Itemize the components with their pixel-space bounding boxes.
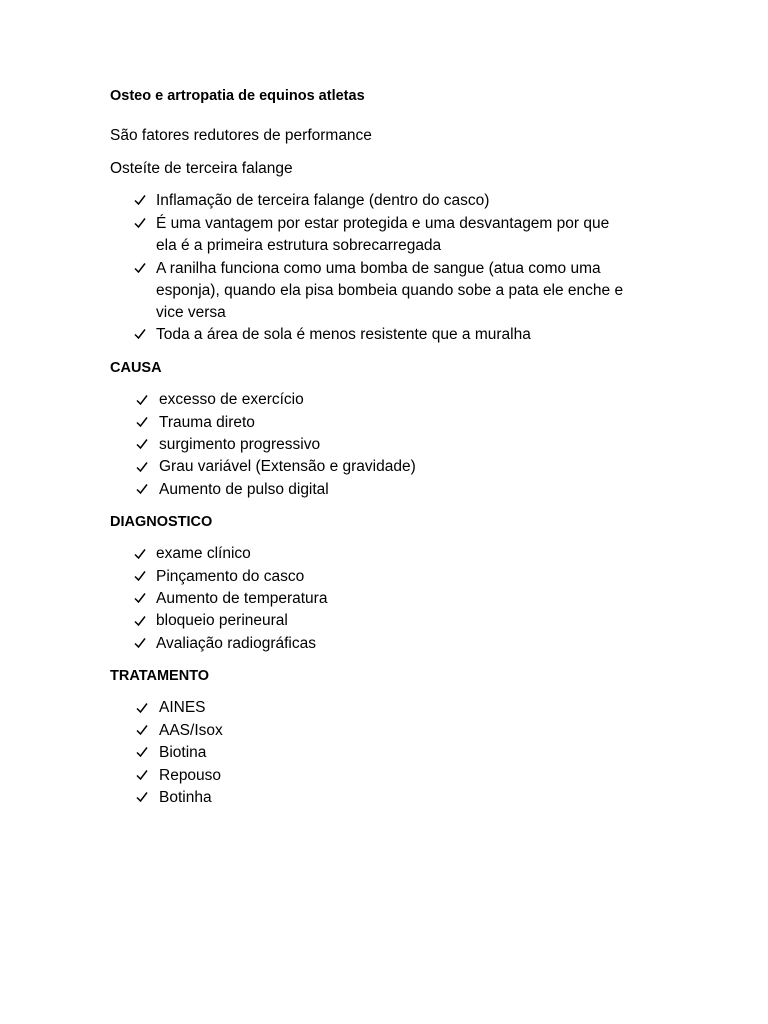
checkmark-icon xyxy=(136,394,148,408)
list-item: Aumento de pulso digital xyxy=(159,481,329,498)
list-item: Aumento de temperatura xyxy=(156,590,328,607)
checkmark-icon xyxy=(134,637,146,651)
list-item: exame clínico xyxy=(156,545,251,562)
checkmark-icon xyxy=(136,483,148,497)
list-item-continuation: vice versa xyxy=(156,304,226,321)
list-item: Toda a área de sola é menos resistente que a muralha xyxy=(156,326,531,343)
checkmark-icon xyxy=(136,702,148,716)
checkmark-icon xyxy=(136,438,148,452)
checkmark-icon xyxy=(134,328,146,342)
list-item: Pinçamento do casco xyxy=(156,568,305,585)
section-subtitle: Osteíte de terceira falange xyxy=(110,160,293,177)
list-item: Trauma direto xyxy=(159,414,255,431)
list-item: bloqueio perineural xyxy=(156,612,288,629)
list-item: Avaliação radiográficas xyxy=(156,635,316,652)
causa-heading: CAUSA xyxy=(110,360,162,376)
list-item: excesso de exercício xyxy=(159,391,304,408)
checkmark-icon xyxy=(136,416,148,430)
checkmark-icon xyxy=(134,194,146,208)
checkmark-icon xyxy=(136,769,148,783)
list-item: Botinha xyxy=(159,789,212,806)
checkmark-icon xyxy=(136,724,148,738)
list-item: Biotina xyxy=(159,744,207,761)
checkmark-icon xyxy=(136,461,148,475)
tratamento-heading: TRATAMENTO xyxy=(110,668,210,684)
checkmark-icon xyxy=(136,746,148,760)
list-item: surgimento progressivo xyxy=(159,436,321,453)
checkmark-icon xyxy=(134,592,146,606)
checkmark-icon xyxy=(134,217,146,231)
intro-paragraph: São fatores redutores de performance xyxy=(110,127,372,144)
list-item: Inflamação de terceira falange (dentro do casco) xyxy=(156,192,490,209)
list-item: É uma vantagem por estar protegida e uma desvantagem por que xyxy=(156,215,610,232)
list-item: AAS/Isox xyxy=(159,722,223,739)
checkmark-icon xyxy=(134,570,146,584)
list-item-continuation: ela é a primeira estrutura sobrecarregada xyxy=(156,237,442,254)
document-title: Osteo e artropatia de equinos atletas xyxy=(110,88,365,104)
checkmark-icon xyxy=(134,548,146,562)
list-item: A ranilha funciona como uma bomba de sangue (atua como uma xyxy=(156,260,601,277)
checkmark-icon xyxy=(134,262,146,276)
list-item: Grau variável (Extensão e gravidade) xyxy=(159,458,416,475)
checkmark-icon xyxy=(134,615,146,629)
checkmark-icon xyxy=(136,791,148,805)
list-item-continuation: esponja), quando ela pisa bombeia quando sobe a pata ele enche e xyxy=(156,282,624,299)
list-item: Repouso xyxy=(159,767,222,784)
list-item: AINES xyxy=(159,699,206,716)
diagnostico-heading: DIAGNOSTICO xyxy=(110,514,213,530)
